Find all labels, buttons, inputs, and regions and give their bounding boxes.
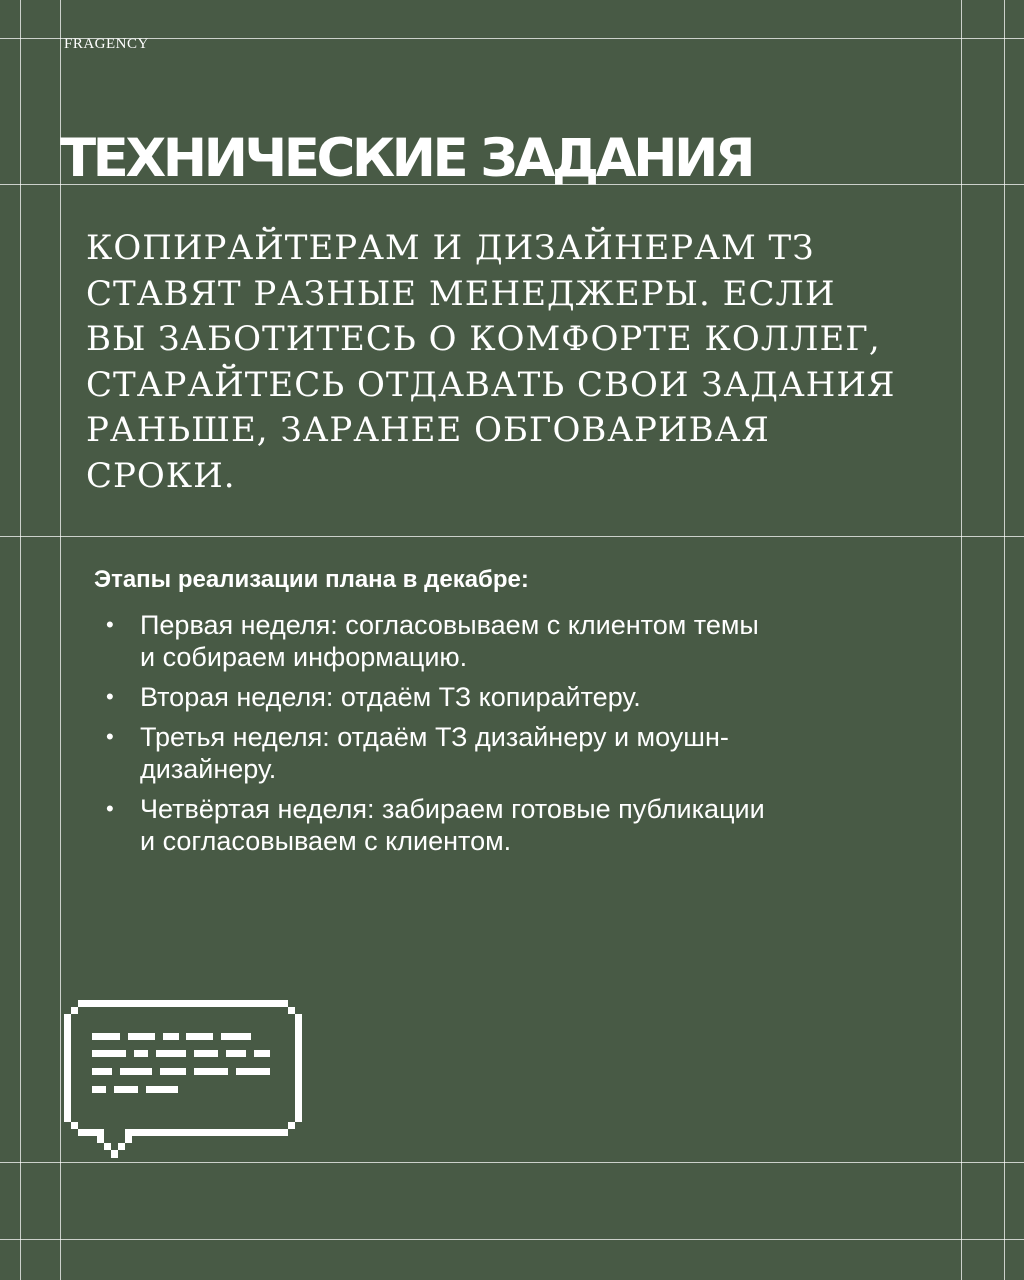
list-item [106, 609, 906, 673]
grid-line [961, 0, 962, 1280]
step-text [140, 609, 759, 673]
step-line: и согласовываем с клиентом. [140, 826, 512, 856]
lead-line: СРОКИ. [86, 455, 236, 496]
grid-line [60, 0, 61, 1280]
lead-line: СТАВЯТ РАЗНЫЕ МЕНЕДЖЕРЫ. ЕСЛИ [86, 273, 836, 314]
plan-heading: Этапы реализации плана в декабре: [94, 566, 529, 593]
list-item [106, 681, 906, 713]
step-line: Третья неделя: отдаём ТЗ дизайнеру и моушн- [140, 722, 729, 752]
brand-label: FRAGENCY [64, 36, 149, 52]
step-line: дизайнеру. [140, 754, 277, 784]
list-item [106, 721, 906, 785]
lead-line: СТАРАЙТЕСЬ ОТДАВАТЬ СВОИ ЗАДАНИЯ [86, 364, 896, 405]
plan-steps-list [106, 609, 906, 865]
bullet-icon: • [106, 796, 114, 821]
grid-line [20, 0, 21, 1280]
lead-paragraph [86, 226, 926, 499]
bullet-icon: • [106, 724, 114, 749]
bullet-icon: • [106, 612, 114, 637]
grid-line [0, 1239, 1024, 1240]
list-item [106, 793, 906, 857]
step-text [140, 681, 641, 713]
step-line: Первая неделя: согласовываем с клиентом темы [140, 610, 759, 640]
step-line: и собираем информацию. [140, 642, 468, 672]
lead-line: КОПИРАЙТЕРАМ И ДИЗАЙНЕРАМ ТЗ [86, 228, 815, 268]
lead-line: РАНЬШЕ, ЗАРАНЕЕ ОБГОВАРИВАЯ [86, 410, 770, 450]
bullet-icon: • [106, 684, 114, 709]
grid-line [0, 536, 1024, 537]
page-title: ТЕХНИЧЕСКИЕ ЗАДАНИЯ [60, 128, 753, 189]
step-line: Вторая неделя: отдаём ТЗ копирайтеру. [140, 682, 641, 712]
grid-line [0, 38, 1024, 39]
lead-line: ВЫ ЗАБОТИТЕСЬ О КОМФОРТЕ КОЛЛЕГ, [86, 319, 881, 359]
grid-line [1004, 0, 1005, 1280]
step-text [140, 721, 729, 785]
step-line: Четвёртая неделя: забираем готовые публикации [140, 794, 765, 824]
pixel-chat-bubble-icon [64, 1000, 302, 1166]
step-text [140, 793, 765, 857]
